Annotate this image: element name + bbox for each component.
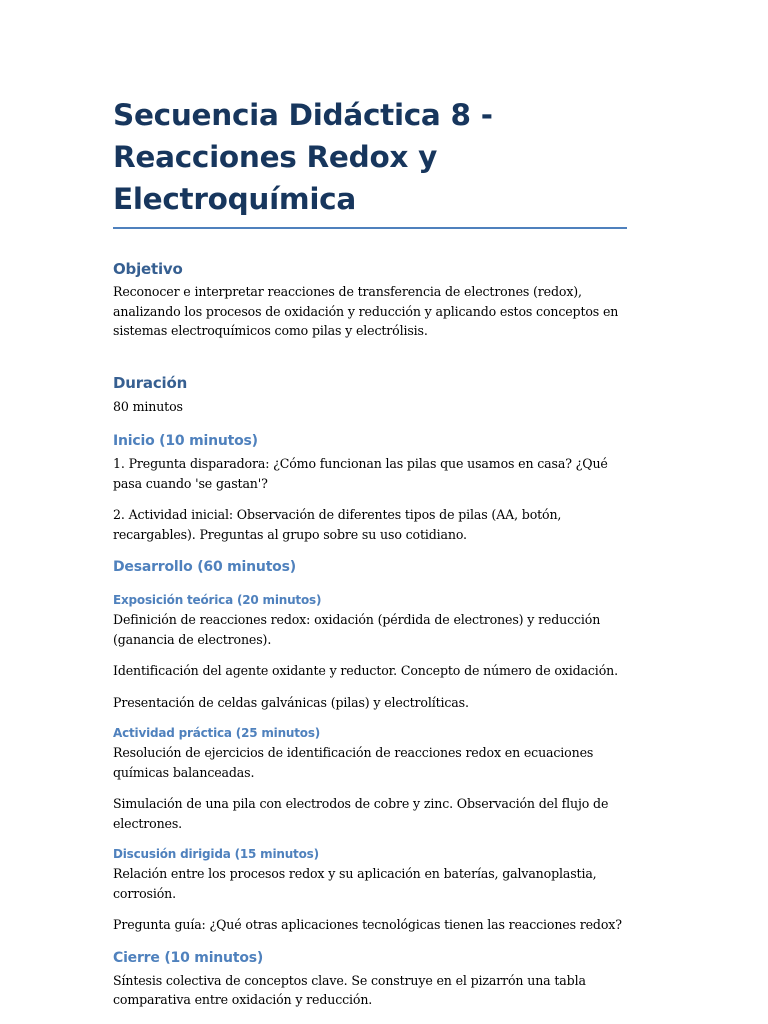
duracion-text: 80 minutos bbox=[113, 398, 183, 414]
discusion-paragraph: Pregunta guía: ¿Qué otras aplicaciones tecnológicas tienen las reacciones redox? bbox=[113, 917, 622, 932]
discusion-heading: Discusión dirigida (15 minutos) bbox=[113, 847, 319, 861]
cierre-text: Síntesis colectiva de conceptos clave. Se construye en el pizarrón una tabla comparativa entre oxidación y reducción. bbox=[113, 972, 586, 1007]
actividad-paragraph: Resolución de ejercicios de identificación de reacciones redox en ecuaciones químicas balanceadas. bbox=[113, 745, 594, 780]
exposicion-paragraph: Identificación del agente oxidante y reductor. Concepto de número de oxidación. bbox=[113, 663, 618, 678]
cierre-heading: Cierre (10 minutos) bbox=[113, 949, 264, 966]
desarrollo-heading: Desarrollo (60 minutos) bbox=[113, 559, 296, 575]
discusion-paragraph: Relación entre los procesos redox y su aplicación en baterías, galvanoplastia, corrosión. bbox=[113, 866, 597, 901]
duracion-heading: Duración bbox=[113, 373, 188, 392]
inicio-paragraph: 2. Actividad inicial: Observación de diferentes tipos de pilas (AA, botón, recargables). Preguntas al grupo sobre su uso cotidiano. bbox=[113, 507, 562, 542]
inicio-heading: Inicio (10 minutos) bbox=[113, 433, 258, 449]
objetivo-heading: Objetivo bbox=[113, 260, 183, 278]
document-title: Secuencia Didáctica 8 - Reacciones Redox y Electroquímica bbox=[113, 98, 493, 216]
exposicion-paragraph: Definición de reacciones redox: oxidación (pérdida de electrones) y reducción (ganancia de electrones). bbox=[113, 612, 601, 647]
inicio-paragraph: 1. Pregunta disparadora: ¿Cómo funcionan las pilas que usamos en casa? ¿Qué pasa cuando 'se gastan'? bbox=[113, 456, 608, 491]
actividad-paragraph: Simulación de una pila con electrodos de cobre y zinc. Observación del flujo de electrones. bbox=[113, 796, 609, 831]
document-body bbox=[113, 94, 628, 1010]
actividad-heading: Actividad práctica (25 minutos) bbox=[113, 726, 321, 740]
exposicion-paragraph: Presentación de celdas galvánicas (pilas) y electrolíticas. bbox=[113, 694, 469, 710]
exposicion-heading: Exposición teórica (20 minutos) bbox=[113, 593, 322, 607]
objetivo-text: Reconocer e interpretar reacciones de transferencia de electrones (redox), analizando los procesos de oxidación y reducción y aplicando estos conceptos en sistemas electroquímicos como pilas y electrólisis. bbox=[113, 284, 619, 338]
title-underline bbox=[113, 227, 627, 229]
